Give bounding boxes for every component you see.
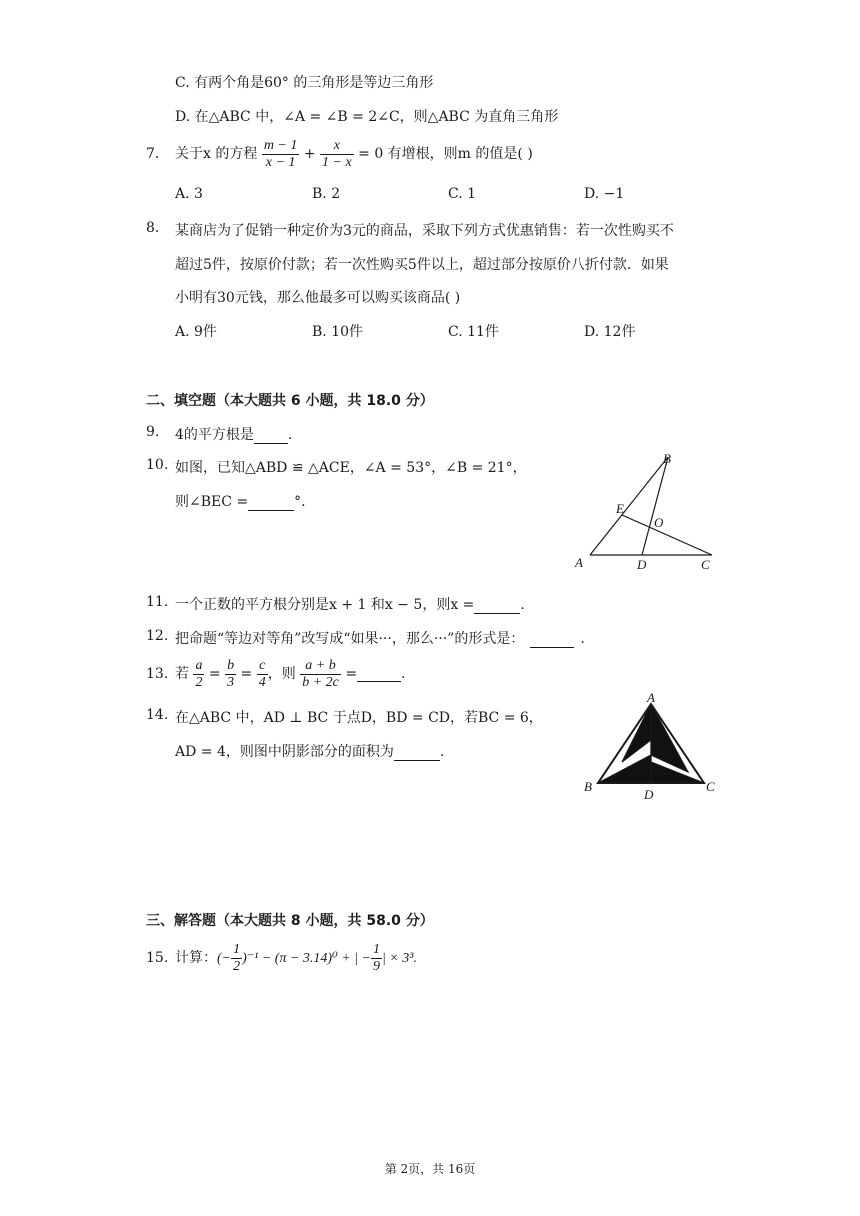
q15-pre: 计算： (175, 950, 217, 966)
q8-option-b[interactable]: B. 10件 (312, 324, 364, 340)
q10-segment-bd (642, 457, 668, 555)
q14-number: 14. (146, 707, 169, 723)
q11-text (175, 594, 525, 614)
q14-line-2-pre: AD = 4，则图中阴影部分的面积为 (175, 744, 394, 760)
q13-f2-num: b (227, 657, 235, 673)
q7-option-c[interactable]: C. 1 (448, 186, 477, 202)
q7-frac1-num: m − 1 (263, 137, 298, 153)
q10-line-2-post: °. (294, 494, 306, 510)
q15-rest-1: )⁻¹ − (π − 3.14)⁰ + | − (242, 951, 371, 966)
q6-option-c: C. 有两个角是60° 的三角形是等边三角形 (175, 75, 434, 91)
q13-f3-num: c (257, 658, 268, 675)
q10-segment-ec (622, 515, 712, 555)
q15-f1-den: 2 (233, 958, 241, 974)
q13-f2-den: 3 (227, 674, 235, 690)
q12-text-pre: 把命题“等边对等角”改写成“如果···，那么···”的形式是： (175, 631, 525, 647)
q14-shade-left-upper (622, 704, 651, 762)
q13-frac-ratio (300, 658, 341, 691)
q10-label-d: D (637, 557, 647, 572)
q7-stem-post: = 0 有增根，则m 的值是( ) (358, 146, 533, 162)
q9-text (175, 424, 292, 444)
q13-frac-c4 (257, 658, 268, 691)
q13-eq2: = (240, 666, 253, 682)
q7-frac2-num: x (320, 138, 354, 155)
q7-option-a[interactable]: A. 3 (175, 186, 203, 202)
q13-f4-num: a + b (300, 658, 341, 675)
q15-number: 15. (146, 950, 169, 966)
q10-number: 10. (146, 457, 169, 473)
q7-option-b[interactable]: B. 2 (312, 186, 341, 202)
q11-text-pre: 一个正数的平方根分别是x + 1 和x − 5，则x = (175, 597, 475, 613)
q9-text-post: . (287, 427, 293, 443)
q11-text-post: . (520, 597, 525, 613)
q10-segment-ab (590, 457, 668, 555)
q7-stem (175, 136, 533, 172)
q9-text-pre: 4的平方根是 (175, 427, 254, 443)
q7-number: 7. (146, 146, 160, 162)
q8-line-2: 超过5件，按原价付款；若一次性购买5件以上，超过部分按原价八折付款．如果 (175, 257, 669, 273)
q8-option-c[interactable]: C. 11件 (448, 324, 499, 340)
section-answer-heading: 三、解答题（本大题共 8 小题，共 58.0 分） (146, 913, 434, 929)
q14-line-2-post: . (439, 744, 445, 760)
q14-shaded-triangle-figure (578, 692, 728, 804)
q15-f2-num: 1 (372, 941, 380, 957)
q14-line-1: 在△ABC 中，AD ⊥ BC 于点D，BD = CD，若BC = 6， (175, 710, 543, 726)
q13-f1-den: 2 (195, 674, 203, 690)
q14-line-2 (175, 741, 444, 761)
q12-text (175, 628, 585, 648)
q15-frac-ninth (371, 942, 382, 975)
q8-option-a[interactable]: A. 9件 (175, 324, 217, 340)
q15-expression (175, 940, 417, 977)
q7-fraction-1 (262, 138, 300, 171)
q14-shade-right-upper (651, 704, 688, 772)
q14-answer-blank[interactable] (394, 746, 440, 761)
q13-pre: 若 (175, 666, 189, 682)
q8-line-1: 某商店为了促销一种定价为3元的商品，采取下列方式优惠销售：若一次性购买不 (175, 223, 674, 239)
q13-number: 13. (146, 666, 169, 682)
q10-label-o: O (654, 515, 664, 530)
q13-eq1: = (208, 666, 221, 682)
q14-label-d: D (644, 787, 654, 802)
q13-text (175, 656, 406, 692)
q15-paren-open: (− (217, 951, 232, 966)
q13-f4-den: b + 2c (302, 674, 339, 690)
q8-line-3: 小明有30元钱，那么他最多可以购买该商品( ) (175, 290, 461, 306)
q13-answer-blank[interactable] (357, 667, 401, 682)
q13-mid: ，则 (267, 666, 296, 682)
q15-frac-half (231, 942, 242, 975)
q14-label-c: C (706, 779, 715, 794)
q6-option-d: D. 在△ABC 中，∠A = ∠B = 2∠C，则△ABC 为直角三角形 (175, 109, 559, 125)
q13-post: . (401, 666, 406, 682)
q10-label-a: A (575, 555, 583, 570)
q10-label-b: B (663, 451, 671, 466)
q9-number: 9. (146, 424, 160, 440)
q8-option-d[interactable]: D. 12件 (584, 324, 636, 340)
q13-f1-num: a (195, 657, 203, 673)
q14-label-a: A (647, 692, 655, 705)
q7-option-d[interactable]: D. −1 (584, 186, 625, 202)
q13-eq3: = (345, 666, 358, 682)
q7-frac2-den: 1 − x (322, 154, 352, 170)
q15-rest-2: | × 3³. (381, 951, 417, 966)
q13-frac-b3 (225, 658, 236, 691)
q13-frac-a2 (193, 658, 204, 691)
q10-label-e: E (616, 501, 624, 516)
q15-f1-num: 1 (233, 941, 241, 957)
q7-stem-pre: 关于x 的方程 (175, 146, 258, 162)
q13-f3-den: 4 (258, 674, 266, 690)
q10-answer-blank[interactable] (248, 496, 294, 511)
q10-triangle-figure (570, 445, 720, 580)
section-fill-in-heading: 二、填空题（本大题共 6 小题，共 18.0 分） (146, 393, 434, 409)
q10-label-c: C (701, 557, 710, 572)
page-footer: 第 2页，共 16页 (384, 1162, 476, 1176)
q10-line-1: 如图，已知△ABD ≌ △ACE，∠A = 53°，∠B = 21°， (175, 460, 527, 476)
q7-fraction-2 (320, 138, 354, 171)
q11-number: 11. (146, 594, 169, 610)
q11-answer-blank[interactable] (474, 599, 520, 614)
q9-answer-blank[interactable] (254, 429, 288, 444)
q10-line-2 (175, 491, 306, 511)
q10-line-2-pre: 则∠BEC = (175, 494, 249, 510)
q7-plus: + (303, 146, 316, 162)
q8-number: 8. (146, 220, 160, 236)
q7-frac1-den: x − 1 (265, 154, 296, 170)
q12-answer-blank[interactable] (530, 633, 574, 648)
q12-text-post: . (580, 631, 585, 647)
q12-number: 12. (146, 628, 169, 644)
q15-f2-den: 9 (372, 958, 380, 974)
q14-label-b: B (584, 779, 592, 794)
